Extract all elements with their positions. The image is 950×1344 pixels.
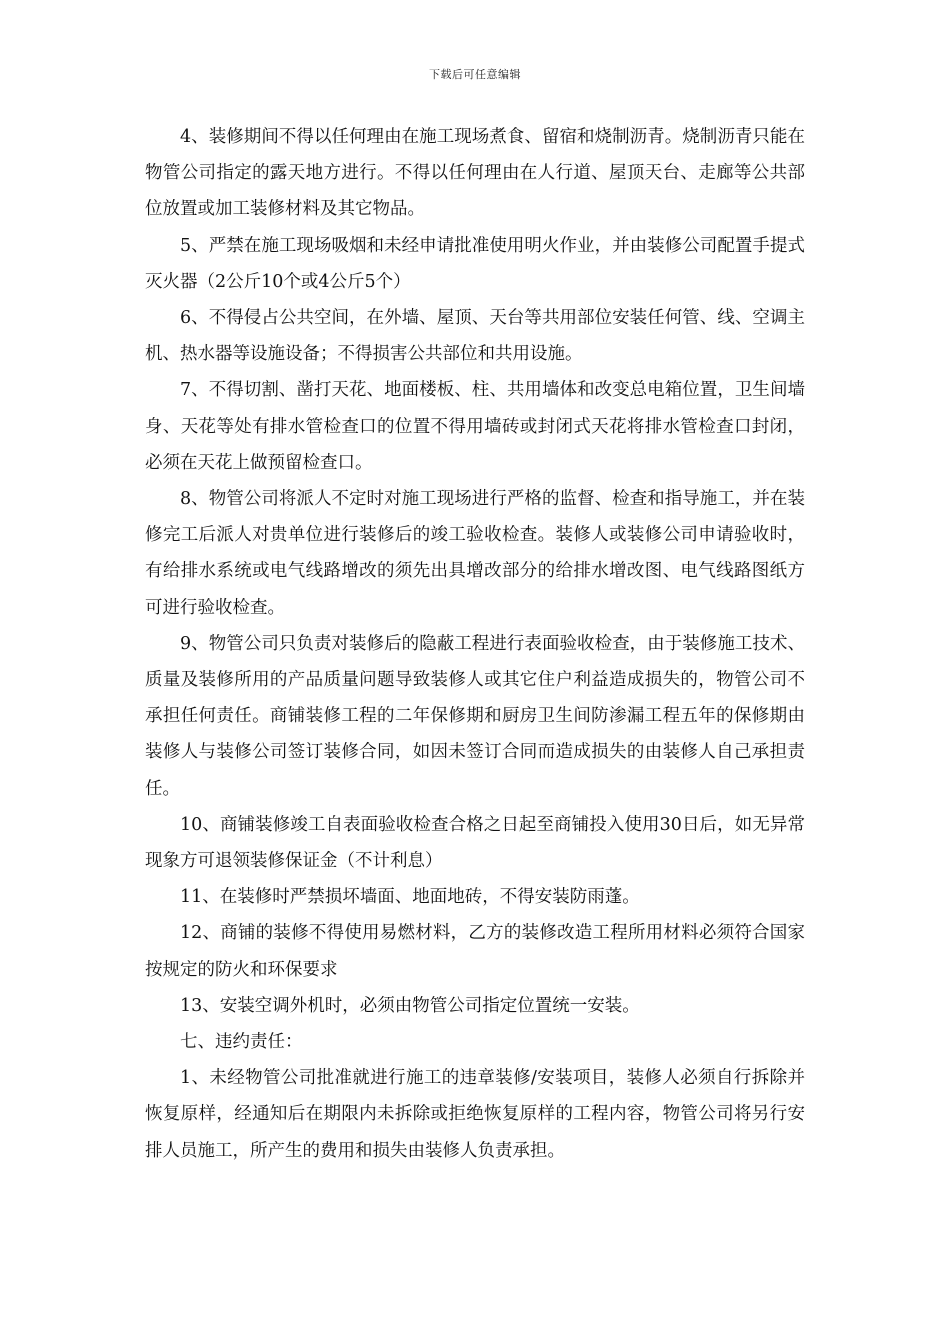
document-body: [145, 119, 805, 1169]
header-note: 下载后可任意编辑: [429, 68, 521, 81]
paragraph-item-10: 10、商铺装修竣工自表面验收检查合格之日起至商铺投入使用30日后，如无异常现象方可退领装修保证金（不计利息）: [145, 814, 805, 872]
section-heading-breach-liability: 七、违约责任：: [180, 1032, 303, 1053]
paragraph-item-13: 13、安装空调外机时，必须由物管公司指定位置统一安装。: [180, 995, 640, 1016]
paragraph-breach-item-1: 1、未经物管公司批准就进行施工的违章装修/安装项目，装修人必须自行拆除并恢复原样，经通知后在期限内未拆除或拒绝恢复原样的工程内容，物管公司将另行安排人员施工，所产生的费用和损失由装修人负责承担。: [145, 1068, 805, 1161]
paragraph-item-7: 7、不得切割、凿打天花、地面楼板、柱、共用墙体和改变总电箱位置，卫生间墙身、天花等处有排水管检查口的位置不得用墙砖或封闭式天花将排水管检查口封闭，必须在天花上做预留检查口。: [145, 380, 805, 473]
paragraph-item-8: 8、物管公司将派人不定时对施工现场进行严格的监督、检查和指导施工，并在装修完工后派人对贵单位进行装修后的竣工验收检查。装修人或装修公司申请验收时，有给排水系统或电气线路增改的须先出具增改部分的给排水增改图、电气线路图纸方可进行验收检查。: [145, 489, 805, 618]
paragraph-item-5: 5、严禁在施工现场吸烟和未经申请批准使用明火作业，并由装修公司配置手提式灭火器（2公斤10个或4公斤5个）: [145, 235, 805, 292]
paragraph-item-11: 11、在装修时严禁损坏墙面、地面地砖，不得安装防雨蓬。: [180, 887, 640, 908]
paragraph-item-6: 6、不得侵占公共空间，在外墙、屋顶、天台等共用部位安装任何管、线、空调主机、热水器等设施设备；不得损害公共部位和共用设施。: [145, 308, 805, 365]
paragraph-item-12: 12、商铺的装修不得使用易燃材料，乙方的装修改造工程所用材料必须符合国家按规定的防火和环保要求: [145, 923, 805, 980]
paragraph-item-9: 9、物管公司只负责对装修后的隐蔽工程进行表面验收检查，由于装修施工技术、质量及装修所用的产品质量问题导致装修人或其它住户利益造成损失的，物管公司不承担任何责任。商铺装修工程的二年保修期和厨房卫生间防渗漏工程五年的保修期由装修人与装修公司签订装修合同，如因未签订合同而造成损失的由装修人自己承担责任。: [145, 633, 805, 799]
paragraph-item-4: 4、装修期间不得以任何理由在施工现场煮食、留宿和烧制沥青。烧制沥青只能在物管公司指定的露天地方进行。不得以任何理由在人行道、屋顶天台、走廊等公共部位放置或加工装修材料及其它物品。: [145, 127, 805, 220]
